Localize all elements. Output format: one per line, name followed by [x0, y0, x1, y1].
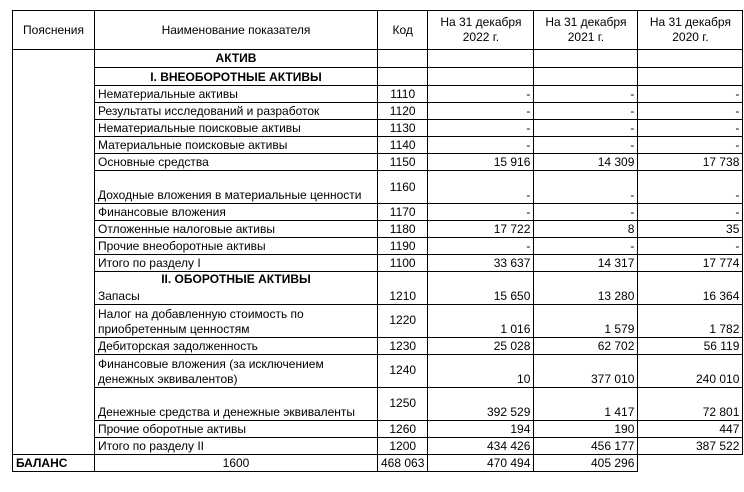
value-2022: 33 637: [428, 255, 534, 272]
row-code: 1260: [378, 420, 428, 437]
value-2021: 470 494: [428, 454, 534, 471]
row-code: 1220: [378, 304, 428, 337]
value-2021: 1 579: [534, 304, 638, 337]
value-2022: 25 028: [428, 337, 534, 354]
value-2021: 1 417: [534, 387, 638, 420]
table-row: [13, 354, 743, 387]
value-2022: 1 016: [428, 304, 534, 337]
value-2020: 1 782: [638, 304, 743, 337]
value-2022: 468 063: [378, 454, 428, 471]
section2-title-row: [13, 272, 743, 288]
table-row: [13, 103, 743, 120]
table-row: [13, 137, 743, 154]
value-2022: -: [428, 238, 534, 255]
row-code: 1150: [378, 154, 428, 171]
value-2020: -: [638, 120, 743, 137]
value-2022: -: [428, 137, 534, 154]
row-name: Отложенные налоговые активы: [95, 221, 378, 238]
value-2022: -: [428, 171, 534, 204]
value-2021: 62 702: [534, 337, 638, 354]
section2-title: II. ОБОРОТНЫЕ АКТИВЫ: [95, 272, 378, 288]
row-code: 1200: [378, 437, 428, 454]
row-name: Нематериальные активы: [95, 86, 378, 103]
value-2021: -: [534, 86, 638, 103]
value-2021: 13 280: [534, 287, 638, 304]
value-2022: 392 529: [428, 387, 534, 420]
table-row: [13, 120, 743, 137]
value-2021: -: [534, 120, 638, 137]
assets-title: АКТИВ: [95, 50, 378, 68]
row-name: Прочие внеоборотные активы: [95, 238, 378, 255]
row-name: БАЛАНС: [13, 454, 95, 471]
table-row: [13, 387, 743, 420]
value-2021: 8: [534, 221, 638, 238]
value-2021: 456 177: [534, 437, 638, 454]
balance-sheet-table: [12, 10, 743, 472]
table-row: [13, 238, 743, 255]
value-2021: -: [534, 103, 638, 120]
row-name: Итого по разделу I: [95, 255, 378, 272]
row-name: Материальные поисковые активы: [95, 137, 378, 154]
table-row: [13, 171, 743, 204]
row-name: Доходные вложения в материальные ценности: [95, 171, 378, 204]
row-code: 1180: [378, 221, 428, 238]
header-2022: На 31 декабря 2022 г.: [428, 11, 534, 50]
row-name: Денежные средства и денежные эквиваленты: [95, 387, 378, 420]
row-name: Дебиторская задолженность: [95, 337, 378, 354]
table-row: [13, 86, 743, 103]
value-2020: 17 738: [638, 154, 743, 171]
value-2021: -: [534, 137, 638, 154]
notes-column: [13, 50, 95, 455]
table-row: [13, 204, 743, 221]
row-code: 1130: [378, 120, 428, 137]
value-2020: -: [638, 103, 743, 120]
subtotal-row: [13, 437, 743, 454]
row-name: Налог на добавленную стоимость по приобретенным ценностям: [95, 304, 378, 337]
value-2020: -: [638, 238, 743, 255]
row-name: Итого по разделу II: [95, 437, 378, 454]
table-row: [13, 304, 743, 337]
header-notes: Пояснения: [13, 11, 95, 50]
value-2020: -: [638, 137, 743, 154]
row-code: 1190: [378, 238, 428, 255]
subtotal-row: [13, 255, 743, 272]
row-code: 1110: [378, 86, 428, 103]
row-name: Прочие оборотные активы: [95, 420, 378, 437]
assets-title-row: [13, 50, 743, 68]
value-2020: 72 801: [638, 387, 743, 420]
value-2022: 194: [428, 420, 534, 437]
balance-total-row: [13, 454, 743, 471]
row-code: 1600: [95, 454, 378, 471]
value-2020: 17 774: [638, 255, 743, 272]
row-name: Финансовые вложения: [95, 204, 378, 221]
value-2022: -: [428, 86, 534, 103]
value-2020: -: [638, 171, 743, 204]
value-2021: -: [534, 238, 638, 255]
value-2022: 434 426: [428, 437, 534, 454]
value-2020: -: [638, 204, 743, 221]
row-name: Основные средства: [95, 154, 378, 171]
value-2022: 10: [428, 354, 534, 387]
value-2020: 16 364: [638, 287, 743, 304]
value-2022: -: [428, 204, 534, 221]
row-code: 1170: [378, 204, 428, 221]
row-name: Финансовые вложения (за исключением денежных эквивалентов): [95, 354, 378, 387]
table-row: [13, 420, 743, 437]
row-code: 1210: [378, 287, 428, 304]
value-2022: 15 650: [428, 287, 534, 304]
value-2022: -: [428, 120, 534, 137]
value-2020: 387 522: [638, 437, 743, 454]
section1-title-row: [13, 68, 743, 86]
table-row: [13, 221, 743, 238]
header-row: [13, 11, 743, 50]
row-code: 1250: [378, 387, 428, 420]
row-code: 1100: [378, 255, 428, 272]
value-2020: -: [638, 86, 743, 103]
value-2020: 447: [638, 420, 743, 437]
header-2021: На 31 декабря 2021 г.: [534, 11, 638, 50]
value-2022: 17 722: [428, 221, 534, 238]
header-code: Код: [378, 11, 428, 50]
table-row: [13, 154, 743, 171]
row-name: Результаты исследований и разработок: [95, 103, 378, 120]
table-row: [13, 337, 743, 354]
value-2021: 190: [534, 420, 638, 437]
value-2020: 35: [638, 221, 743, 238]
section1-title: I. ВНЕОБОРОТНЫЕ АКТИВЫ: [95, 68, 378, 86]
row-code: 1230: [378, 337, 428, 354]
row-name: Запасы: [95, 287, 378, 304]
value-2021: 14 317: [534, 255, 638, 272]
row-code: 1240: [378, 354, 428, 387]
header-name: Наименование показателя: [95, 11, 378, 50]
value-2022: 15 916: [428, 154, 534, 171]
value-2021: -: [534, 204, 638, 221]
value-2021: 377 010: [534, 354, 638, 387]
value-2021: 14 309: [534, 154, 638, 171]
row-code: 1160: [378, 171, 428, 204]
value-2021: -: [534, 171, 638, 204]
value-2020: 240 010: [638, 354, 743, 387]
value-2020: 405 296: [534, 454, 638, 471]
table-row: [13, 287, 743, 304]
value-2020: 56 119: [638, 337, 743, 354]
row-code: 1120: [378, 103, 428, 120]
row-name: Нематериальные поисковые активы: [95, 120, 378, 137]
value-2022: -: [428, 103, 534, 120]
row-code: 1140: [378, 137, 428, 154]
header-2020: На 31 декабря 2020 г.: [638, 11, 743, 50]
